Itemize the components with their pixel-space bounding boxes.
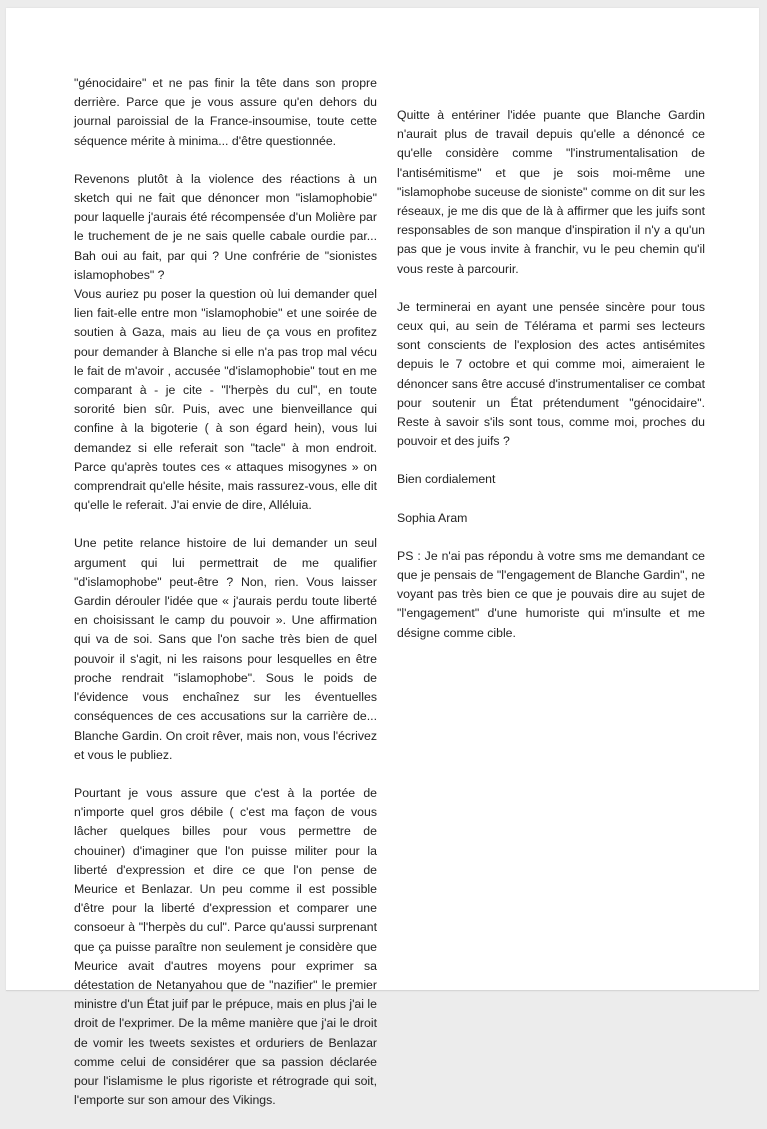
postscript: PS : Je n'ai pas répondu à votre sms me demandant ce que je pensais de "l'engagement de Blanche Gardin", ne voyant pas très bien ce que je pouvais dire au sujet de "l'engagement" d'une humoriste qui m'insulte et me désigne comme cible. <box>397 548 705 640</box>
paragraph: Une petite relance histoire de lui demander un seul argument qui lui permettrait de me qualifier "d'islamophobe" peut-être ? Non, rien. Vous laisser Gardin dérouler l'idée que « j'aurais perdu toute liberté en choisissant le camp du pouvoir ». Une affirmation qui va de soi. Sans que l'on sache très bien de quel pouvoir il s'agit, ni les raisons pour lesquelles en être proche rendrait "islamophobe". Sous le poids de l'évidence vous enchaînez sur les éventuelles conséquences de ces accusations sur la carrière de... Blanche Gardin. On croit rêver, mais non, vous l'écrivez et vous le publiez. <box>74 536 377 762</box>
signature: Sophia Aram <box>397 510 468 525</box>
right-column <box>397 106 705 662</box>
paragraph: "génocidaire" et ne pas finir la tête dans son propre derrière. Parce que je vous assure qu'en dehors du journal paroissial de la France-insoumise, toute cette séquence mérite à minima... d'être questionnée. <box>74 76 377 148</box>
document-page <box>6 8 759 1108</box>
paragraph: Quitte à entériner l'idée puante que Blanche Gardin n'aurait plus de travail depuis qu'elle a dénoncé ce qu'elle considère comme "l'instrumentalisation de l'antisémitisme" et que je sois moi-même une "islamophobe suceuse de sioniste" comme on dit sur les réseaux, je me dis que de là à affirmer que les juifs sont responsables de son manque d'inspiration il n'y a qu'un pas que je vous invite à franchir, vu le peu chemin qu'il vous reste à parcourir. <box>397 108 705 276</box>
left-column <box>74 74 377 1129</box>
paragraph: Vous auriez pu poser la question où lui demander quel lien fait-elle entre mon "islamophobie" et une soirée de soutien à Gaza, mais au lieu de ça vous en profitez pour demander à Blanche si elle n'a pas trop mal vécu le fait de m'avoir , accusée "d'islamophobie" tout en me comparant à - je cite - "l'herpès du cul", en toute sororité bien sûr. Puis, avec une bienveillance qui confine à la bigoterie ( à son égard hein), vous lui demandez si elle referait son "tacle" à mon endroit. Parce qu'après toutes ces « attaques misogynes » on comprendrait qu'elle hésite, mais rassurez-vous, elle dit qu'elle le referait. J'ai envie de dire, Alléluia. <box>74 287 377 513</box>
paragraph: Revenons plutôt à la violence des réactions à un sketch qui ne fait que dénoncer mon "islamophobie" pour laquelle j'aurais été récompensée d'un Molière par le truchement de je ne sais quelle cabale ourdie par... Bah oui au fait, par qui ? Une confrérie de "sionistes islamophobes" ? <box>74 171 377 282</box>
paragraph: Pourtant je vous assure que c'est à la portée de n'importe quel gros débile ( c'est ma façon de vous lâcher quelques billes pour vous permettre de chouiner) d'imaginer que l'on puisse militer pour la liberté d'expression et dire ce que l'on pense de Meurice et Benlazar. Un peu comme il est possible d'être pour la liberté d'expression et comparer une consoeur à "l'herpès du cul". Parce qu'aussi surprenant que ça puisse paraître non seulement je considère que Meurice avait d'autres moyens pour exprimer sa détestation de Netanyahou que de "nazifier" le premier ministre d'un État juif par le prépuce, mais en plus j'ai le droit de l'exprimer. De la même manière que j'ai le droit de vomir les tweets sexistes et orduriers de Benlazar comme celui de considérer que sa passion déclarée pour l'islamisme le plus rigoriste et rétrograde qui soit, l'emporte sur son amour des Vikings. <box>74 785 377 1108</box>
closing-line: Bien cordialement <box>397 472 496 487</box>
paragraph: Je terminerai en ayant une pensée sincère pour tous ceux qui, au sein de Télérama et parmi ses lecteurs sont conscients de l'explosion des actes antisémites depuis le 7 octobre et qui comme moi, aimeraient le dénoncer sans être accusé d'instrumentaliser ce combat pour soutenir un État prétendument "génocidaire". Reste à savoir s'ils sont tous, comme moi, proches du pouvoir et des juifs ? <box>397 299 705 449</box>
